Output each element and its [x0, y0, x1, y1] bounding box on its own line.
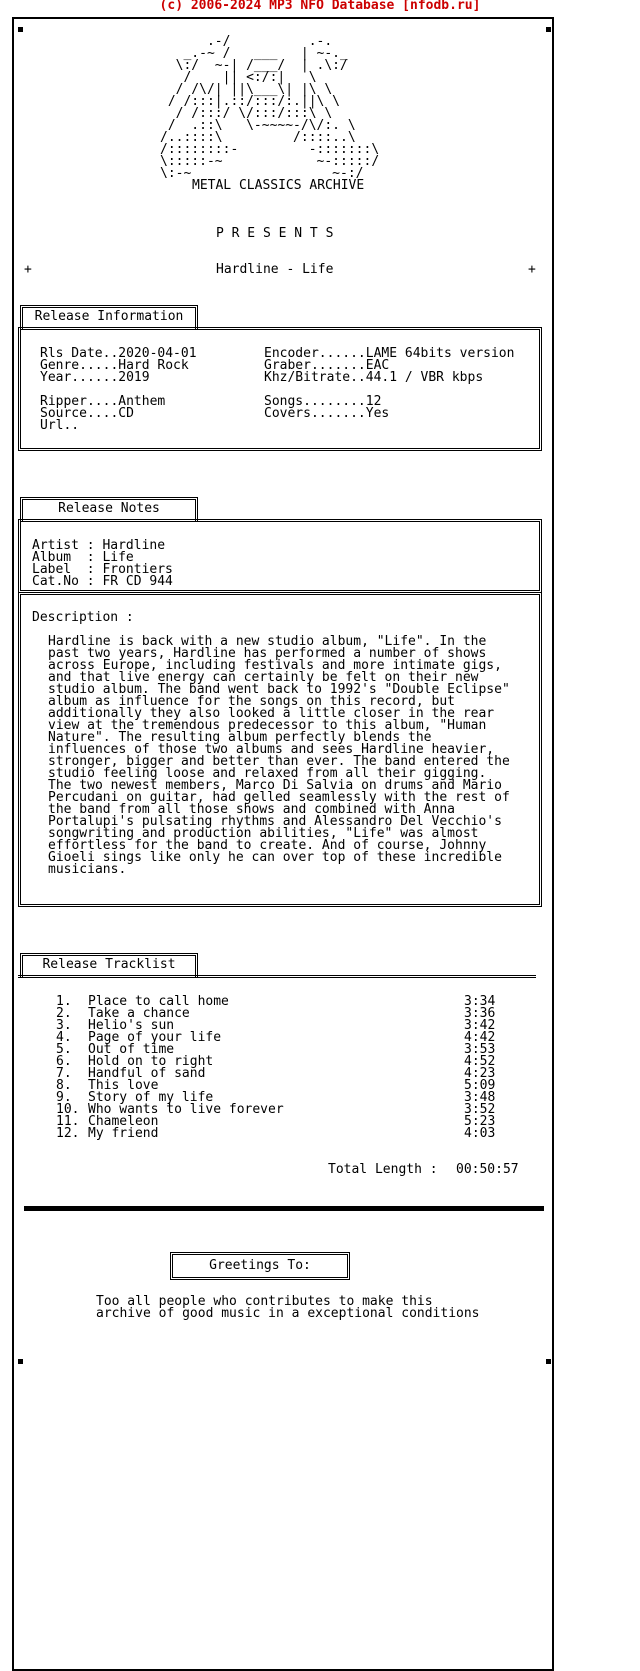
track-title: Story of my life	[88, 1090, 214, 1105]
track-times	[464, 996, 495, 1140]
source-line: Source....CD	[40, 406, 134, 421]
greetings-box	[170, 1252, 350, 1280]
release-info-right	[264, 348, 514, 420]
track-title: Chameleon	[88, 1114, 159, 1129]
description-line: studio feeling loose and relaxed from all their gigging.	[48, 766, 487, 781]
description-line: The two newest members, Marco Di Salvia on drums and Mario	[48, 778, 502, 793]
track-title: Place to call home	[88, 994, 229, 1009]
track-number: 6.	[56, 1054, 72, 1069]
track-title: This love	[88, 1078, 159, 1093]
track-number: 12.	[56, 1126, 80, 1141]
track-numbers	[56, 996, 79, 1140]
release-notes-tab	[20, 497, 198, 521]
track-title: Who wants to live forever	[88, 1102, 284, 1117]
covers-line: Covers.......Yes	[264, 406, 390, 421]
ripper-line: Ripper....Anthem	[40, 394, 166, 409]
description-line: stronger, bigger and better than ever. The band entered the	[48, 754, 510, 769]
track-title: Handful of sand	[88, 1066, 206, 1081]
description-line: Gioeli sings like only he can over top of these incredible	[48, 850, 502, 865]
release-title: Hardline - Life	[216, 262, 334, 277]
greetings-line: archive of good music in a exceptional conditions	[96, 1306, 480, 1321]
track-number: 10.	[56, 1102, 80, 1117]
description-line: Portalupi's pulsating rhythms and Alessandro Del Vecchio's	[48, 814, 502, 829]
track-number: 9.	[56, 1090, 72, 1105]
description-line: view at the tremendous predecessor to this album, "Human	[48, 718, 487, 733]
bitrate-line: Khz/Bitrate..44.1 / VBR kbps	[264, 370, 484, 385]
tracklist-rule	[18, 975, 536, 978]
track-time: 3:34	[464, 994, 496, 1009]
total-length-value: 00:50:57	[456, 1162, 519, 1177]
songs-line: Songs........12	[264, 394, 382, 409]
release-notes-meta	[32, 540, 173, 588]
track-number: 5.	[56, 1042, 72, 1057]
greetings-title: Greetings To:	[209, 1258, 311, 1273]
presents-text: P R E S E N T S	[216, 226, 334, 241]
description-line: musicians.	[48, 862, 127, 877]
release-info-tab-label: Release Information	[34, 309, 184, 324]
track-time: 4:03	[464, 1126, 496, 1141]
description-line: influences of those two albums and sees Hardline heavier,	[48, 742, 495, 757]
album-line: Album : Life	[32, 550, 134, 565]
track-title: Helio's sun	[88, 1018, 175, 1033]
url-line: Url..	[40, 418, 80, 433]
year-line: Year......2019	[40, 370, 150, 385]
release-info-tab	[20, 305, 198, 329]
label-line: Label : Frontiers	[32, 562, 173, 577]
track-time: 3:42	[464, 1018, 496, 1033]
track-time: 5:09	[464, 1078, 496, 1093]
description-line: and that live energy can certainly be felt on their new	[48, 670, 479, 685]
section-divider-bar	[24, 1206, 544, 1211]
track-number: 8.	[56, 1078, 72, 1093]
description-text	[48, 636, 510, 876]
track-number: 2.	[56, 1006, 72, 1021]
total-length-label: Total Length :	[328, 1162, 438, 1177]
track-time: 4:23	[464, 1066, 496, 1081]
description-label: Description :	[32, 610, 134, 625]
greetings-line: Too all people who contributes to make this	[96, 1294, 433, 1309]
track-time: 3:36	[464, 1006, 496, 1021]
track-time: 4:42	[464, 1030, 496, 1045]
description-line: past two years, Hardline has performed a number of shows	[48, 646, 487, 661]
track-titles	[88, 996, 284, 1140]
genre-line: Genre.....Hard Rock	[40, 358, 189, 373]
description-line: Hardline is back with a new studio album, "Life". In the	[48, 634, 487, 649]
tracklist-tab-label: Release Tracklist	[42, 957, 176, 972]
track-title: Page of your life	[88, 1030, 222, 1045]
track-number: 1.	[56, 994, 72, 1009]
graber-line: Graber.......EAC	[264, 358, 390, 373]
artist-line: Artist : Hardline	[32, 538, 166, 553]
logo-caption: METAL CLASSICS ARCHIVE	[192, 178, 365, 193]
track-time: 5:23	[464, 1114, 496, 1129]
corner-dot	[18, 27, 23, 32]
description-line: effortless for the band to create. And of course, Johnny	[48, 838, 487, 853]
track-title: Hold on to right	[88, 1054, 214, 1069]
greetings-text	[96, 1296, 480, 1320]
bullet-right: +	[528, 262, 536, 277]
description-line: album as influence for the songs on this record, but	[48, 694, 455, 709]
description-line: songwriting and production abilities, "Life" was almost	[48, 826, 479, 841]
tracklist-tab	[20, 953, 198, 977]
bullet-left: +	[24, 262, 32, 277]
ascii-logo-art: .-/ .-. _.-~ / ___ | ~-._ \:/ ~-| /___/ | .\:/ / || <:/:| \ / /\/| ||\___\| |\ \ / /:::|.::/:::/:.||\ \ / /:::/ \/:::/:::\ \ / .::\ \-~~~~-/\/:. \ /..::::\ /::::..\ /::::::::- -:::::::\ \:::::-~ ~-:::::/ \:-~ ~-:/	[160, 34, 380, 181]
track-title: Take a chance	[88, 1006, 190, 1021]
site-header: (c) 2006-2024 MP3 NFO Database [nfodb.ru]	[159, 0, 481, 13]
rls-date-line: Rls Date..2020-04-01	[40, 346, 197, 361]
release-info-left	[40, 348, 197, 432]
description-line: the band from all those shows and combined with Anna	[48, 802, 455, 817]
track-time: 4:52	[464, 1054, 496, 1069]
track-time: 3:53	[464, 1042, 496, 1057]
corner-dot	[546, 1359, 551, 1364]
track-number: 4.	[56, 1030, 72, 1045]
description-line: across Europe, including festivals and more intimate gigs,	[48, 658, 502, 673]
track-title: My friend	[88, 1126, 159, 1141]
track-number: 3.	[56, 1018, 72, 1033]
description-line: additionally they also looked a little closer in the rear	[48, 706, 495, 721]
track-title: Out of time	[88, 1042, 175, 1057]
encoder-line: Encoder......LAME 64bits version	[264, 346, 515, 361]
catno-line: Cat.No : FR CD 944	[32, 574, 173, 589]
track-time: 3:52	[464, 1102, 496, 1117]
description-line: Percudani on guitar, had gelled seamlessly with the rest of	[48, 790, 510, 805]
description-line: studio album. The band went back to 1992's "Double Eclipse"	[48, 682, 510, 697]
release-notes-tab-label: Release Notes	[58, 501, 160, 516]
corner-dot	[18, 1359, 23, 1364]
track-number: 11.	[56, 1114, 80, 1129]
track-number: 7.	[56, 1066, 72, 1081]
description-line: Nature". The resulting album perfectly blends the	[48, 730, 432, 745]
track-time: 3:48	[464, 1090, 496, 1105]
corner-dot	[546, 27, 551, 32]
